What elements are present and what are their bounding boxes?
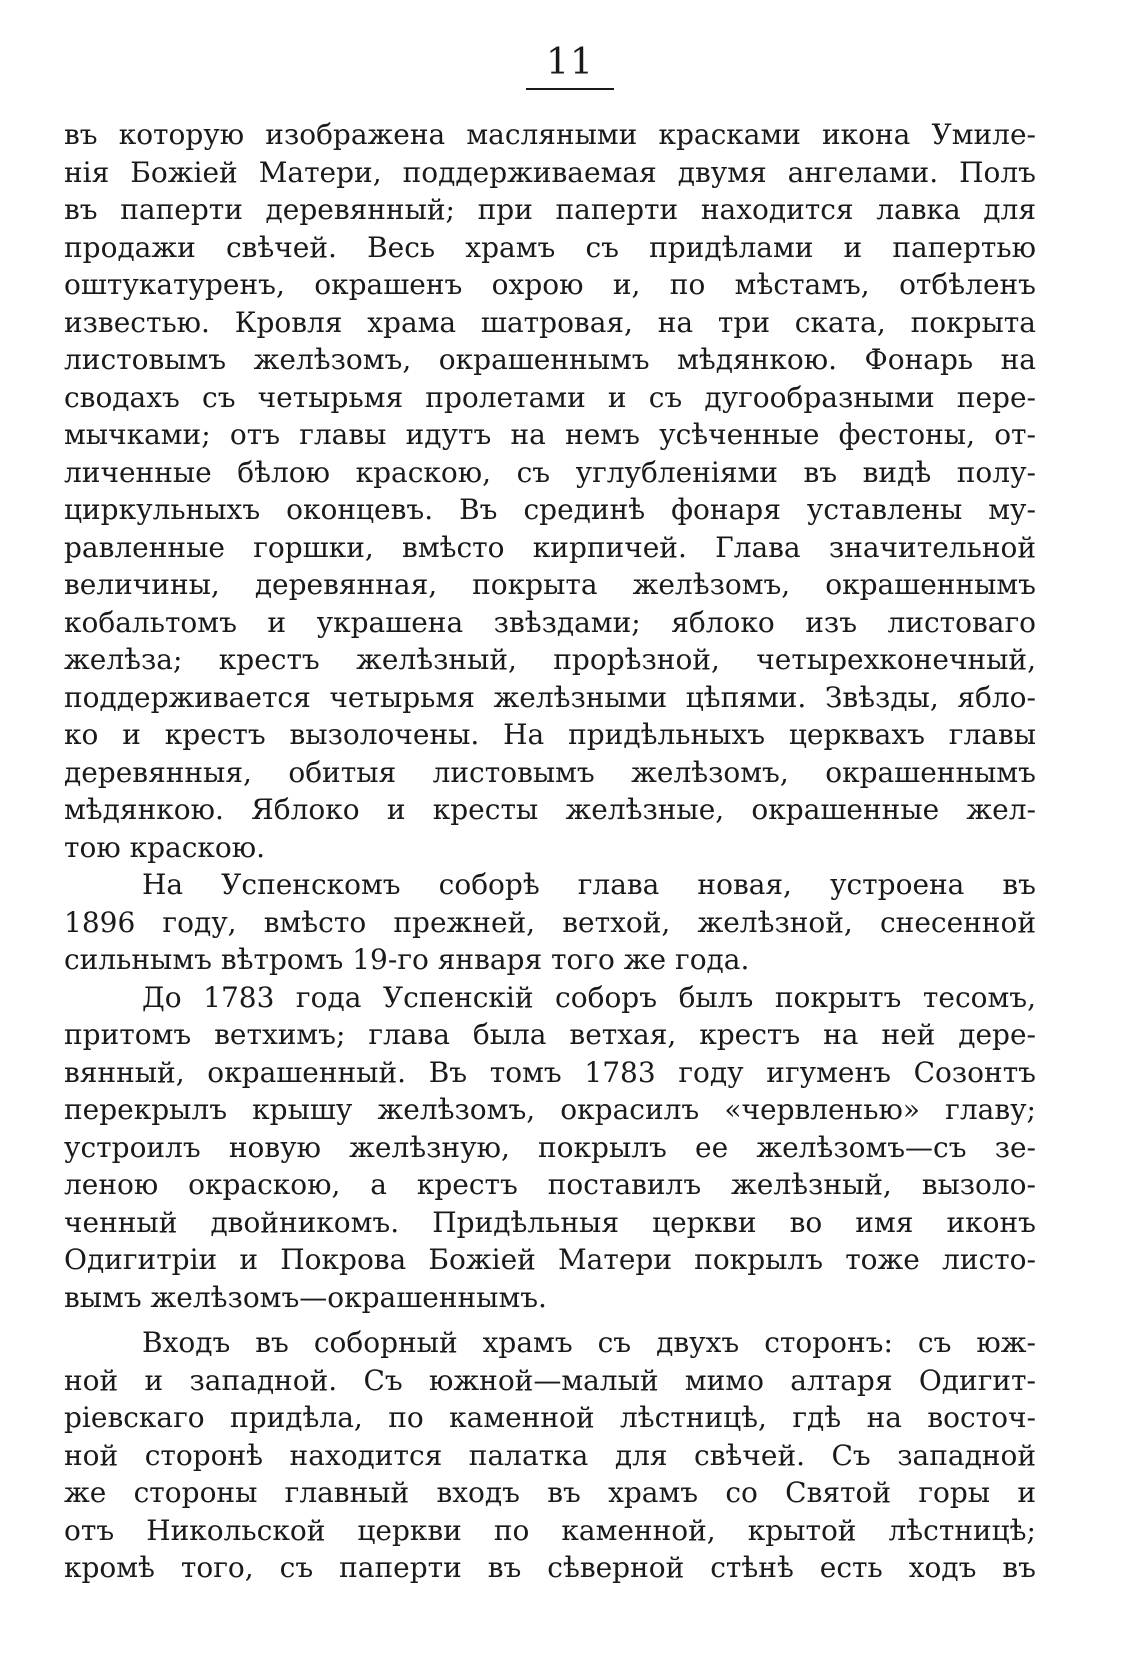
text-line: кромѣ того, съ паперти въ сѣверной стѣнѣ есть ходъ въ (64, 1551, 1036, 1584)
text-line: деревянныя, обитыя листовымъ желѣзомъ, окрашеннымъ (64, 755, 1036, 789)
text-line: сводахъ съ четырьмя пролетами и съ дугообразными пере- (64, 380, 1036, 414)
text-line: нія Божіей Матери, поддерживаемая двумя ангелами. Полъ (64, 155, 1036, 189)
page-number: 11 (546, 42, 594, 83)
text-line: личенные бѣлою краскою, съ углубленіями въ видѣ полу- (64, 455, 1036, 489)
text-line: ной и западной. Съ южной—малый мимо алтаря Одигит- (64, 1363, 1036, 1397)
text-line: въ которую изображена масляными красками икона Умиле- (64, 118, 1036, 151)
text-line: мѣдянкою. Яблоко и кресты желѣзные, окрашенные жел- (64, 793, 1036, 826)
text-line: вымъ желѣзомъ—окрашеннымъ. (64, 1280, 547, 1314)
text-line: леною окраскою, а крестъ поставилъ желѣзный, вызоло- (64, 1168, 1036, 1201)
text-line: сильнымъ вѣтромъ 19-го января того же года. (64, 943, 750, 976)
text-line: оштукатуренъ, окрашенъ охрою и, по мѣстамъ, отбѣленъ (64, 268, 1036, 301)
text-line: листовымъ желѣзомъ, окрашеннымъ мѣдянкою. Фонарь на (64, 343, 1036, 376)
text-line: До 1783 года Успенскій соборъ былъ покрытъ тесомъ, (142, 980, 1036, 1014)
text-line: ченный двойникомъ. Придѣльныя церкви во имя иконъ (64, 1205, 1036, 1239)
paragraph-2 (64, 866, 1036, 979)
page-number-underline (526, 88, 614, 90)
body-text (64, 116, 1036, 1587)
text-line: притомъ ветхимъ; глава была ветхая, крестъ на ней дере- (64, 1018, 1036, 1051)
paragraph-1 (64, 116, 1036, 866)
text-line: тою краскою. (64, 830, 266, 864)
text-line: устроилъ новую желѣзную, покрылъ ее желѣзомъ—съ зе- (64, 1130, 1036, 1164)
text-line: желѣза; крестъ желѣзный, прорѣзной, четырехконечный, (64, 643, 1036, 676)
text-line: кобальтомъ и украшена звѣздами; яблоко изъ листоваго (64, 605, 1036, 639)
text-line: продажи свѣчей. Весь храмъ съ придѣлами и папертью (64, 230, 1036, 264)
text-line: мычками; отъ главы идутъ на немъ усѣченные фестоны, от- (64, 418, 1036, 451)
text-line: Одигитріи и Покрова Божіей Матери покрылъ тоже листо- (64, 1243, 1036, 1276)
text-line: въ паперти деревянный; при паперти находится лавка для (64, 193, 1036, 226)
text-line: 1896 году, вмѣсто прежней, ветхой, желѣзной, снесенной (64, 905, 1036, 939)
text-line: Входъ въ соборный храмъ съ двухъ сторонъ: съ юж- (142, 1326, 1036, 1359)
text-line: отъ Никольской церкви по каменной, крытой лѣстницѣ; (64, 1513, 1036, 1547)
paragraph-3 (64, 979, 1036, 1317)
text-line: перекрылъ крышу желѣзомъ, окрасилъ «червленью» главу; (64, 1093, 1036, 1126)
text-line: поддерживается четырьмя желѣзными цѣпями. Звѣзды, ябло- (64, 680, 1036, 714)
text-line: величины, деревянная, покрыта желѣзомъ, окрашеннымъ (64, 568, 1036, 601)
text-line: известью. Кровля храма шатровая, на три ската, покрыта (64, 305, 1036, 339)
text-line: ко и крестъ вызолочены. На придѣльныхъ церквахъ главы (64, 718, 1036, 751)
text-line: ріевскаго придѣла, по каменной лѣстницѣ, гдѣ на восточ- (64, 1401, 1036, 1434)
text-line: вянный, окрашенный. Въ томъ 1783 году игуменъ Созонтъ (64, 1055, 1036, 1089)
text-line: же стороны главный входъ въ храмъ со Святой горы и (64, 1476, 1036, 1509)
text-line: На Успенскомъ соборѣ глава новая, устроена въ (142, 868, 1036, 901)
text-line: ной сторонѣ находится палатка для свѣчей. Съ западной (64, 1438, 1036, 1472)
text-line: равленные горшки, вмѣсто кирпичей. Глава значительной (64, 530, 1036, 564)
text-line: циркульныхъ оконцевъ. Въ срединѣ фонаря уставлены му- (64, 493, 1036, 526)
paragraph-4 (64, 1324, 1036, 1587)
paragraph-gap (64, 1316, 1036, 1324)
